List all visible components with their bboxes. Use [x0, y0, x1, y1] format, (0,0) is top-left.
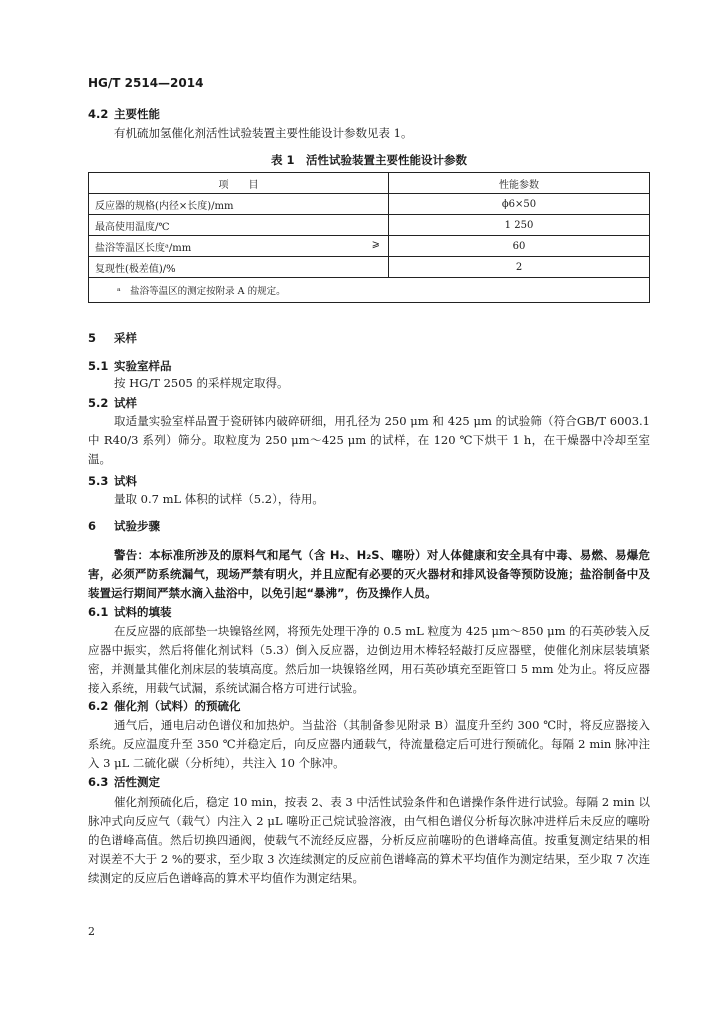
section-6-2-text: 通气后，通电启动色谱仪和加热炉。当盐浴（其制备参见附录 B）温度升至约 300 ℃时，将反应器接入系统。反应温度升至 350 ℃并稳定后，向反应器内通载气，待流量稳定后可进行预硫化。每隔 2 min 脉冲注入 3 μL 二硫化碳（分析纯），共注入 10 个脉冲。 [88, 718, 650, 770]
warning-text: 警告：本标准所涉及的原料气和尾气（含 H₂、H₂S、噻吩）对人体健康和安全具有中毒、易燃、易爆危害，必须严防系统漏气，现场严禁有明火，并且应配有必要的灭火器材和排风设备等预防设施；盐浴制备中及装置运行期间严禁水滴入盐浴中，以免引起“暴沸”，伤及操作人员。 [88, 548, 650, 600]
table-row [89, 257, 650, 278]
section-6-3-heading [88, 774, 160, 790]
section-number: 6.2 [88, 699, 109, 713]
section-title: 试验步骤 [114, 519, 160, 533]
section-5-1-text: 按 HG/T 2505 的采样规定取得。 [114, 376, 289, 390]
section-5-3-text: 量取 0.7 mL 体积的试样（5.2），待用。 [114, 492, 324, 506]
column-header-value: 性能参数 [389, 173, 650, 194]
section-5-heading [88, 330, 137, 346]
table-cell-item: 最高使用温度/℃ [89, 215, 389, 236]
greater-equal-sign: ⩾ [371, 239, 380, 250]
section-title: 实验室样品 [114, 359, 172, 373]
table-footnote: ᵃ 盐浴等温区的测定按附录 A 的规定。 [89, 278, 650, 303]
section-number: 5.3 [88, 474, 109, 488]
page-number: 2 [88, 925, 95, 938]
section-number: 6.3 [88, 775, 109, 789]
section-6-1-text: 在反应器的底部垫一块镍铬丝网，将预先处理干净的 0.5 mL 粒度为 425 μm～850 μm 的石英砂装入反应器中振实，然后将催化剂试料（5.3）倒入反应器，边倒边用木棒轻轻敲打反应器壁，使催化剂床层装填紧密，并测量其催化剂床层的装填高度。然后加一块镍铬丝网，用石英砂填充至距管口 5 mm 处为止。将反应器接入系统，用载气试漏，系统试漏合格方可进行试验。 [88, 624, 650, 695]
table-cell-item: 复现性(极差值)/% [89, 257, 389, 278]
section-title: 试料的填装 [114, 605, 172, 619]
section-6-heading [88, 518, 160, 534]
section-4-2-heading [88, 106, 160, 122]
section-5-3-heading [88, 473, 137, 489]
table-cell-value: ϕ6×50 [389, 194, 650, 215]
section-number: 4.2 [88, 107, 109, 121]
section-number: 5.2 [88, 396, 109, 410]
section-6-1-heading [88, 604, 172, 620]
parameters-table [88, 172, 650, 303]
section-title: 试样 [114, 396, 137, 410]
table-caption: 表 1 活性试验装置主要性能设计参数 [270, 153, 467, 167]
section-number: 5.1 [88, 359, 109, 373]
table-row [89, 236, 650, 257]
section-6-2-heading [88, 698, 241, 714]
table-cell-value: 60 [389, 236, 650, 257]
section-title: 主要性能 [114, 107, 160, 121]
section-5-2-heading [88, 395, 137, 411]
section-number: 6 [88, 519, 97, 533]
section-number: 6.1 [88, 605, 109, 619]
table-cell-item: 盐浴等温区长度ᵃ/mm ⩾ [89, 236, 389, 257]
section-number: 5 [88, 331, 97, 345]
section-title: 活性测定 [114, 775, 160, 789]
table-header-row [89, 173, 650, 194]
section-title: 试料 [114, 474, 137, 488]
table-cell-value: 1 250 [389, 215, 650, 236]
section-5-1-heading [88, 358, 172, 374]
column-header-item: 项 目 [89, 173, 389, 194]
section-title: 采样 [114, 331, 137, 345]
table-cell-value: 2 [389, 257, 650, 278]
standard-number: HG/T 2514—2014 [88, 76, 204, 90]
table-row [89, 215, 650, 236]
section-5-2-text: 取适量实验室样品置于瓷研钵内破碎研细，用孔径为 250 μm 和 425 μm 的试验筛（符合GB/T 6003.1 中 R40/3 系列）筛分。取粒度为 250 μm～425 μm 的试样，在 120 ℃下烘干 1 h，在干燥器中冷却至室温。 [88, 414, 650, 466]
table-cell-item: 反应器的规格(内径×长度)/mm [89, 194, 389, 215]
section-title: 催化剂（试料）的预硫化 [114, 699, 241, 713]
section-4-2-text: 有机硫加氢催化剂活性试验装置主要性能设计参数见表 1。 [114, 126, 413, 140]
table-row [89, 194, 650, 215]
table-footnote-row [89, 278, 650, 303]
section-6-3-text: 催化剂预硫化后，稳定 10 min，按表 2、表 3 中活性试验条件和色谱操作条件进行试验。每隔 2 min 以脉冲式向反应气（载气）内注入 2 μL 噻吩正己烷试验溶液，由气相色谱仪分析每次脉冲进样后未反应的噻吩的色谱峰高值。然后切换四通阀，使载气不流经反应器，分析反应前噻吩的色谱峰高值。按重复测定结果的相对误差不大于 2 %的要求，至少取 3 次连续测定的反应前色谱峰高的算术平均值作为测定结果，至少取 7 次连续测定的反应后色谱峰高的算术平均值作为测定结果。 [88, 795, 650, 885]
